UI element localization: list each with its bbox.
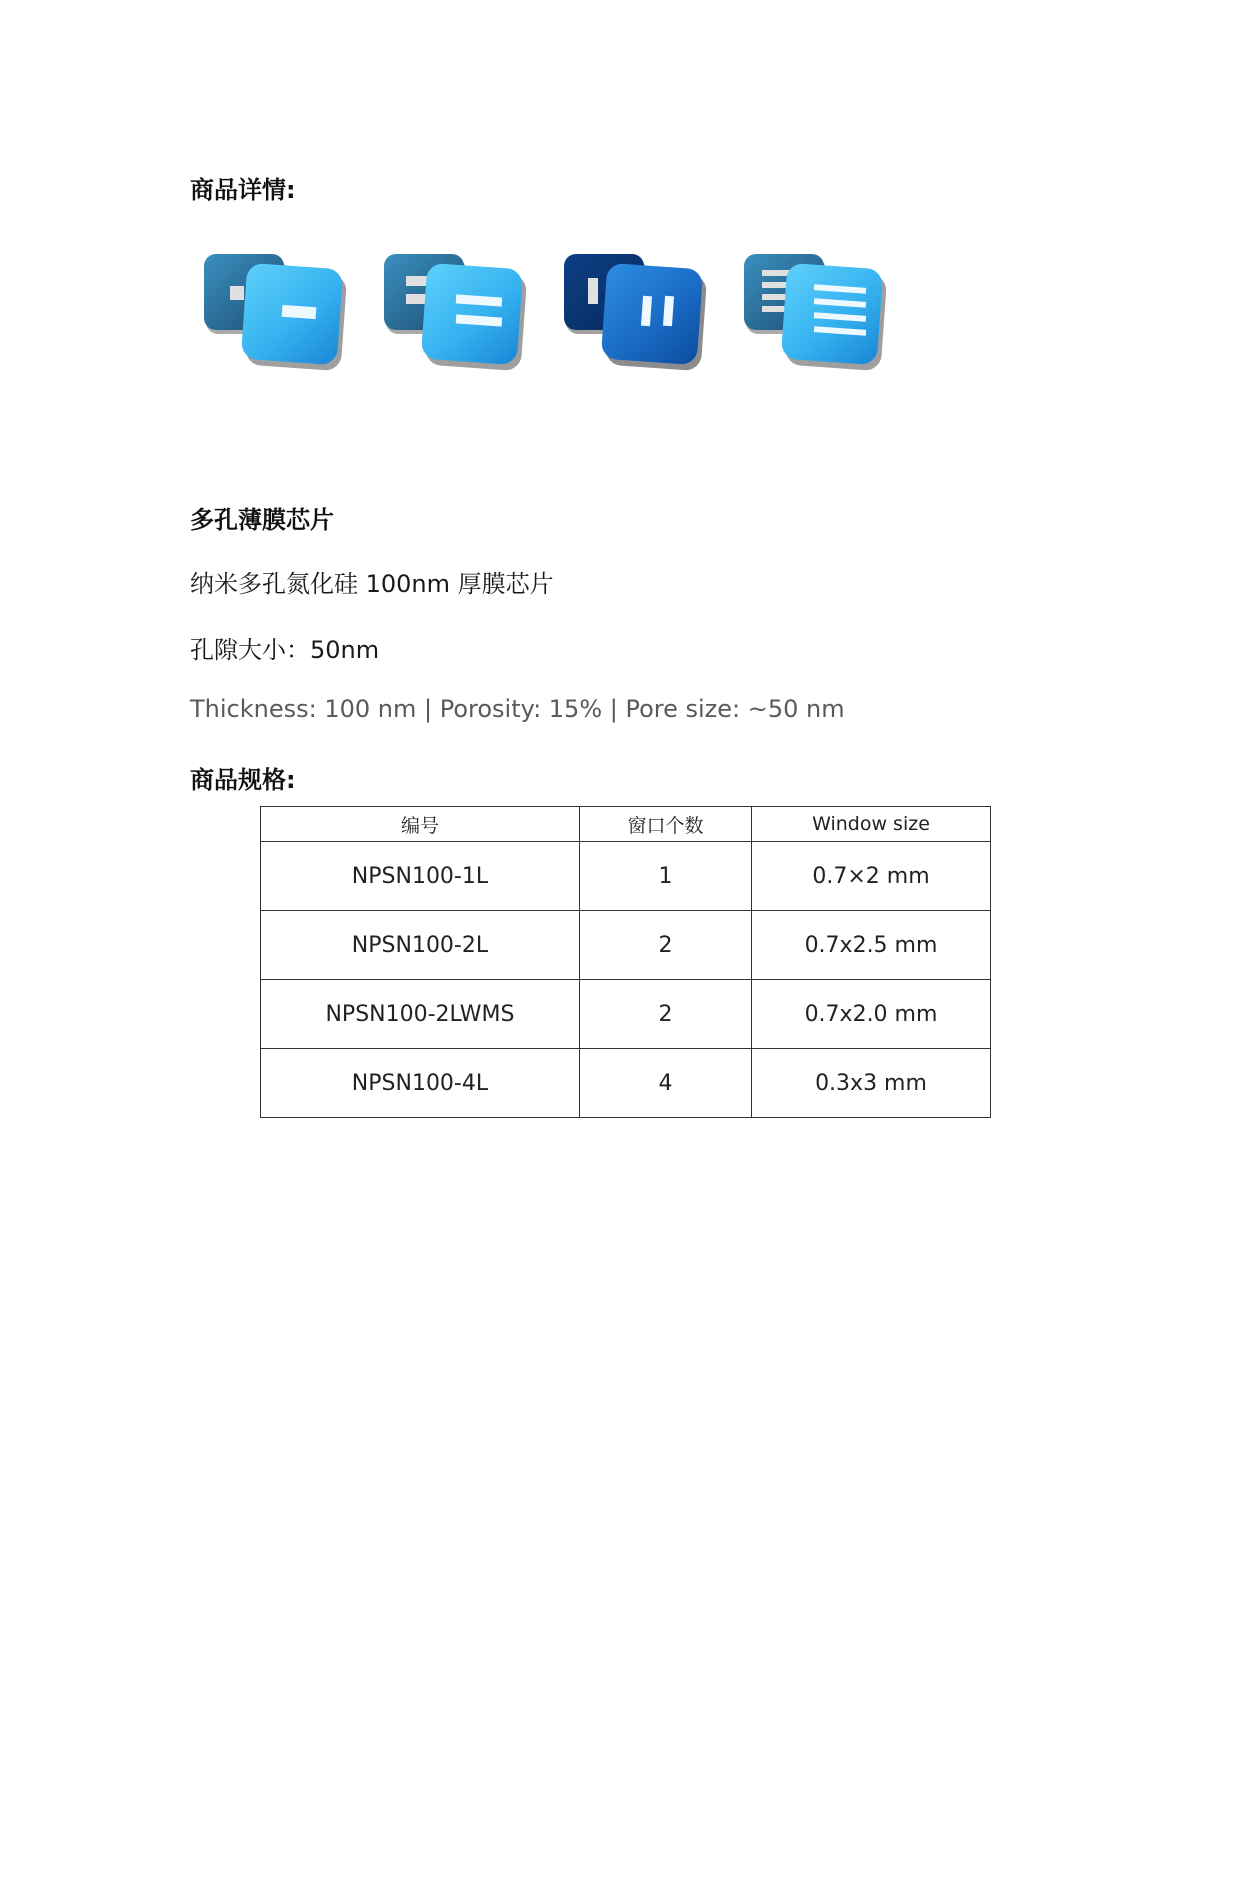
header-window-count: 窗口个数 (579, 807, 751, 842)
table-row (261, 980, 991, 1049)
header-window-size: Window size (752, 807, 991, 842)
chip-1-window-image (200, 250, 360, 380)
spec-table (260, 806, 991, 1118)
product-title: 多孔薄膜芯片 (190, 506, 334, 534)
pore-size-text: 孔隙大小：50nm (190, 636, 380, 664)
cell-part-number: NPSN100-2L (261, 911, 580, 980)
details-heading: 商品详情: (190, 176, 296, 204)
table-row (261, 842, 991, 911)
specs-line: Thickness: 100 nm | Porosity: 15% | Pore size: ~50 nm (190, 695, 845, 723)
table-header-row (261, 807, 991, 842)
cell-part-number: NPSN100-4L (261, 1049, 580, 1118)
chip-2-window-ms-image (560, 250, 720, 380)
chip-illustrations (200, 250, 900, 380)
cell-window-count: 4 (579, 1049, 751, 1118)
cell-window-count: 2 (579, 911, 751, 980)
cell-window-count: 1 (579, 842, 751, 911)
cell-part-number: NPSN100-2LWMS (261, 980, 580, 1049)
cell-window-size: 0.7×2 mm (752, 842, 991, 911)
table-row (261, 911, 991, 980)
chip-2-window-image (380, 250, 540, 380)
header-part-number: 编号 (261, 807, 580, 842)
cell-part-number: NPSN100-1L (261, 842, 580, 911)
product-description: 纳米多孔氮化硅 100nm 厚膜芯片 (190, 570, 554, 598)
chip-4-window-image (740, 250, 900, 380)
spec-heading: 商品规格: (190, 766, 296, 794)
table-row (261, 1049, 991, 1118)
cell-window-count: 2 (579, 980, 751, 1049)
cell-window-size: 0.3x3 mm (752, 1049, 991, 1118)
cell-window-size: 0.7x2.0 mm (752, 980, 991, 1049)
cell-window-size: 0.7x2.5 mm (752, 911, 991, 980)
